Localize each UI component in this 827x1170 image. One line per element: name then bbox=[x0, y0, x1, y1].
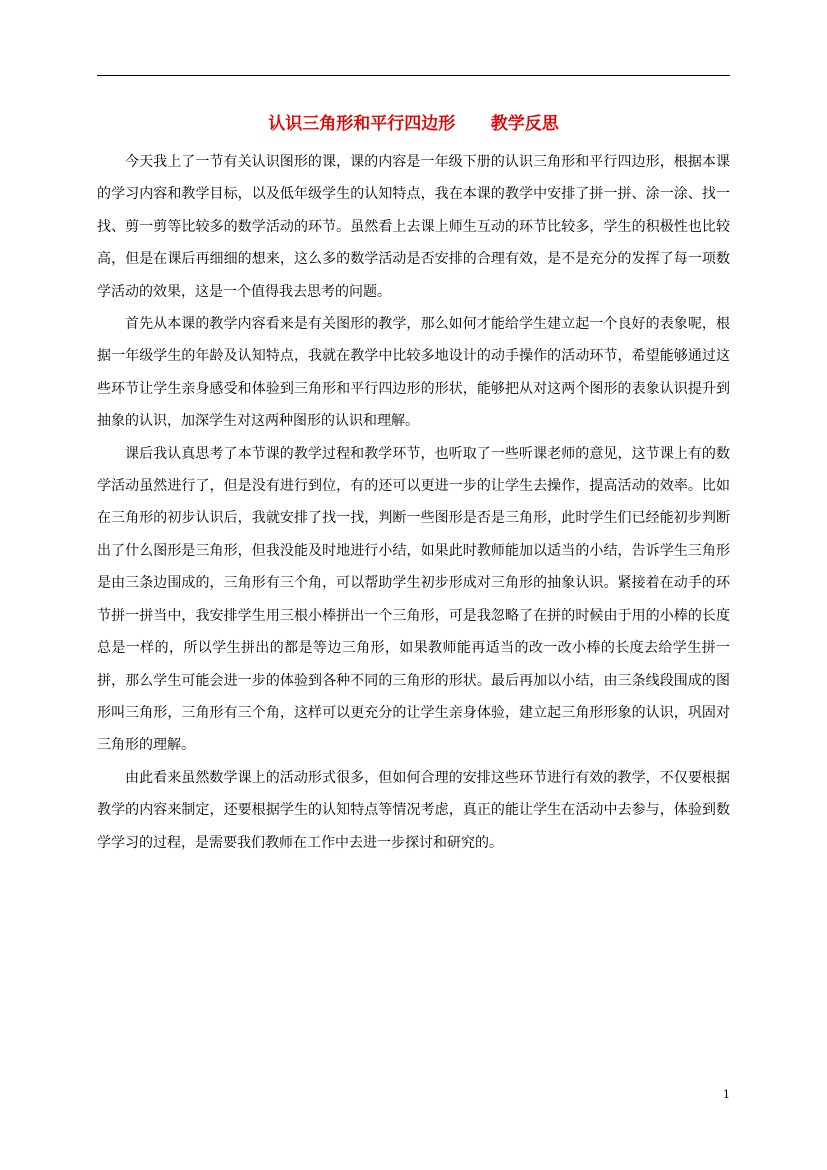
document-title: 认识三角形和平行四边形 教学反思 bbox=[268, 114, 559, 134]
header-rule bbox=[97, 75, 730, 76]
paragraph-3: 课后我认真思考了本节课的教学过程和教学环节，也听取了一些听课老师的意见，这节课上有的数学活动虽然进行了，但是没有进行到位，有的还可以更进一步的让学生去操作，提高活动的效率。比如在三角形的初步认识后，我就安排了找一找，判断一些图形是否是三角形，此时学生们已经能初步判断出了什么图形是三角形，但我没能及时地进行小结，如果此时教师能加以适当的小结，告诉学生三角形是由三条边围成的，三角形有三个角，可以帮助学生初步形成对三角形的抽象认识。紧接着在动手的环节拼一拼当中，我安排学生用三根小棒拼出一个三角形，可是我忽略了在拼的时候由于用的小棒的长度总是一样的，所以学生拼出的都是等边三角形，如果教师能再适当的改一改小棒的长度去给学生拼一拼，那么学生可能会进一步的体验到各种不同的三角形的形状。最后再加以小结，由三条线段围成的图形叫三角形，三角形有三个角，这样可以更充分的让学生亲身体验，建立起三角形形象的认识，巩固对三角形的理解。 bbox=[97, 445, 730, 754]
page-number: 1 bbox=[723, 1088, 730, 1101]
paragraph-1: 今天我上了一节有关认识图形的课，课的内容是一年级下册的认识三角形和平行四边形，根据本课的学习内容和教学目标，以及低年级学生的认知特点，我在本课的教学中安排了拼一拼、涂一涂、找一找、剪一剪等比较多的数学活动的环节。虽然看上去课上师生互动的环节比较多，学生的积极性也比较高，但是在课后再细细的想来，这么多的数学活动是否安排的合理有效，是不是充分的发挥了每一项数学活动的效果，这是一个值得我去思考的问题。 bbox=[97, 154, 730, 300]
paragraph-2: 首先从本课的教学内容看来是有关图形的教学，那么如何才能给学生建立起一个良好的表象呢，根据一年级学生的年龄及认知特点，我就在教学中比较多地设计的动手操作的活动环节，希望能够通过这些环节让学生亲身感受和体验到三角形和平行四边形的形状，能够把从对这两个图形的表象认识提升到抽象的认识，加深学生对这两种图形的认识和理解。 bbox=[97, 316, 730, 430]
paragraph-4: 由此看来虽然数学课上的活动形式很多，但如何合理的安排这些环节进行有效的教学，不仅要根据教学的内容来制定，还要根据学生的认知特点等情况考虑，真正的能让学生在活动中去参与，体验到数学学习的过程，是需要我们教师在工作中去进一步探讨和研究的。 bbox=[97, 769, 730, 851]
document-body bbox=[97, 146, 730, 859]
